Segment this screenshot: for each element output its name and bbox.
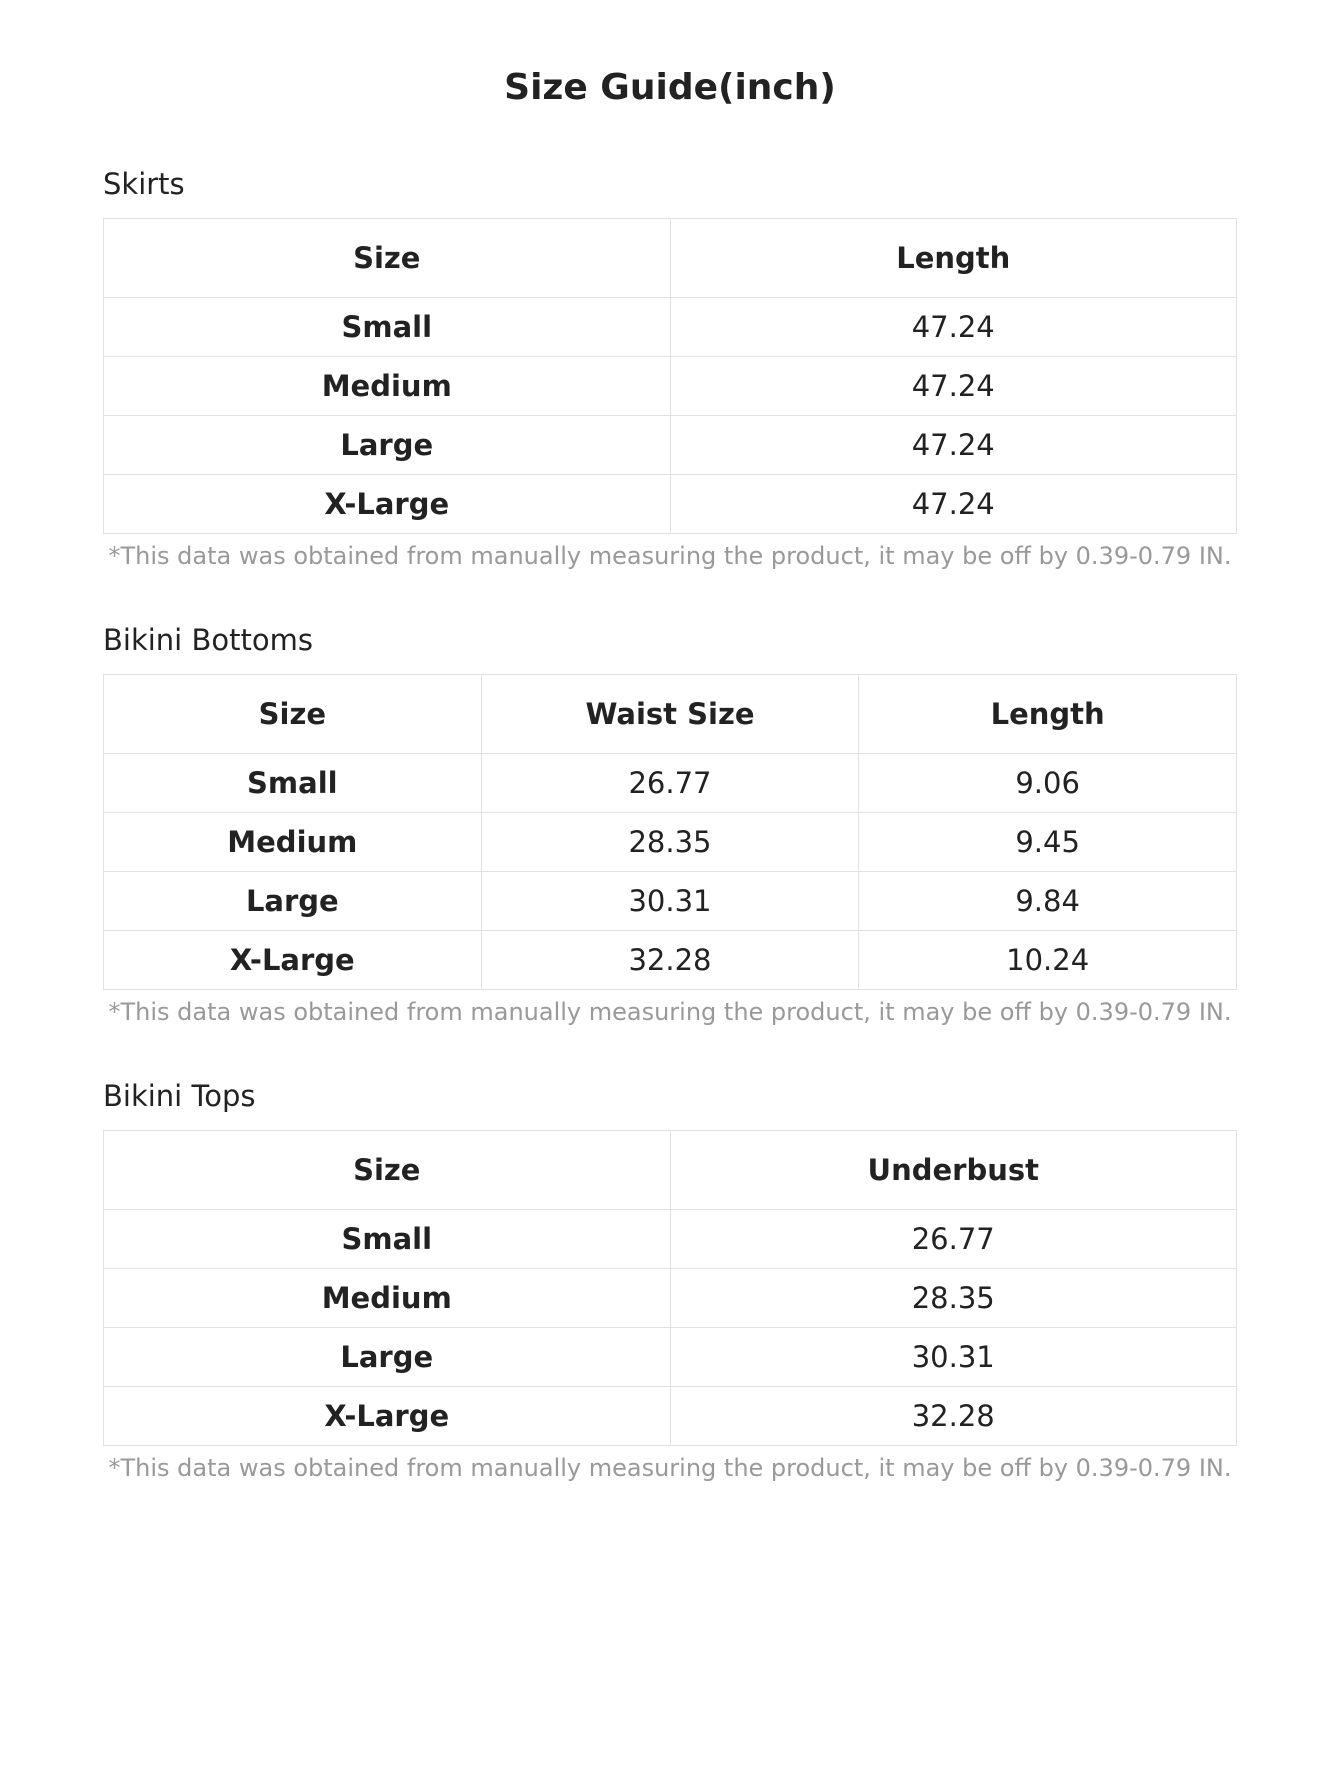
table-row: [104, 931, 1237, 990]
bikini-bottoms-section: [103, 622, 1237, 990]
bikini-tops-section: [103, 1078, 1237, 1446]
table-header-row: [104, 675, 1237, 754]
value-cell: 32.28: [481, 931, 859, 990]
value-cell: 47.24: [670, 357, 1237, 416]
size-cell: Medium: [104, 813, 482, 872]
size-cell: Large: [104, 1328, 671, 1387]
table-row: [104, 1210, 1237, 1269]
measurement-note: *This data was obtained from manually measuring the product, it may be off by 0.39-0.79 IN.: [108, 542, 1232, 570]
column-header: Length: [670, 219, 1237, 298]
table-row: [104, 1387, 1237, 1446]
table-row: [104, 357, 1237, 416]
table-row: [104, 416, 1237, 475]
size-cell: Small: [104, 298, 671, 357]
column-header: Underbust: [670, 1131, 1237, 1210]
column-header: Size: [104, 219, 671, 298]
size-cell: Small: [104, 754, 482, 813]
size-cell: Small: [104, 1210, 671, 1269]
section-title: Bikini Bottoms: [103, 623, 313, 657]
size-cell: X-Large: [104, 1387, 671, 1446]
section-title: Skirts: [103, 167, 185, 201]
value-cell: 47.24: [670, 416, 1237, 475]
size-cell: X-Large: [104, 931, 482, 990]
column-header: Size: [104, 675, 482, 754]
table-header-row: [104, 219, 1237, 298]
size-cell: Medium: [104, 357, 671, 416]
value-cell: 28.35: [481, 813, 859, 872]
page-title: Size Guide(inch): [504, 67, 836, 108]
section-title: Bikini Tops: [103, 1079, 256, 1113]
table-row: [104, 475, 1237, 534]
skirts-section: [103, 166, 1237, 534]
size-cell: X-Large: [104, 475, 671, 534]
column-header: Waist Size: [481, 675, 859, 754]
value-cell: 28.35: [670, 1269, 1237, 1328]
value-cell: 30.31: [481, 872, 859, 931]
value-cell: 32.28: [670, 1387, 1237, 1446]
table-row: [104, 754, 1237, 813]
measurement-note: *This data was obtained from manually measuring the product, it may be off by 0.39-0.79 IN.: [108, 998, 1232, 1026]
bikini-bottoms-size-table: [103, 674, 1237, 990]
value-cell: 30.31: [670, 1328, 1237, 1387]
column-header: Size: [104, 1131, 671, 1210]
skirts-size-table: [103, 218, 1237, 534]
table-row: [104, 298, 1237, 357]
size-cell: Large: [104, 872, 482, 931]
value-cell: 47.24: [670, 475, 1237, 534]
value-cell: 9.06: [859, 754, 1237, 813]
column-header: Length: [859, 675, 1237, 754]
value-cell: 26.77: [481, 754, 859, 813]
value-cell: 9.84: [859, 872, 1237, 931]
table-header-row: [104, 1131, 1237, 1210]
value-cell: 47.24: [670, 298, 1237, 357]
table-row: [104, 1328, 1237, 1387]
bikini-tops-size-table: [103, 1130, 1237, 1446]
table-row: [104, 813, 1237, 872]
measurement-note: *This data was obtained from manually measuring the product, it may be off by 0.39-0.79 IN.: [108, 1454, 1232, 1482]
table-row: [104, 1269, 1237, 1328]
value-cell: 9.45: [859, 813, 1237, 872]
value-cell: 10.24: [859, 931, 1237, 990]
table-row: [104, 872, 1237, 931]
size-cell: Medium: [104, 1269, 671, 1328]
size-cell: Large: [104, 416, 671, 475]
value-cell: 26.77: [670, 1210, 1237, 1269]
